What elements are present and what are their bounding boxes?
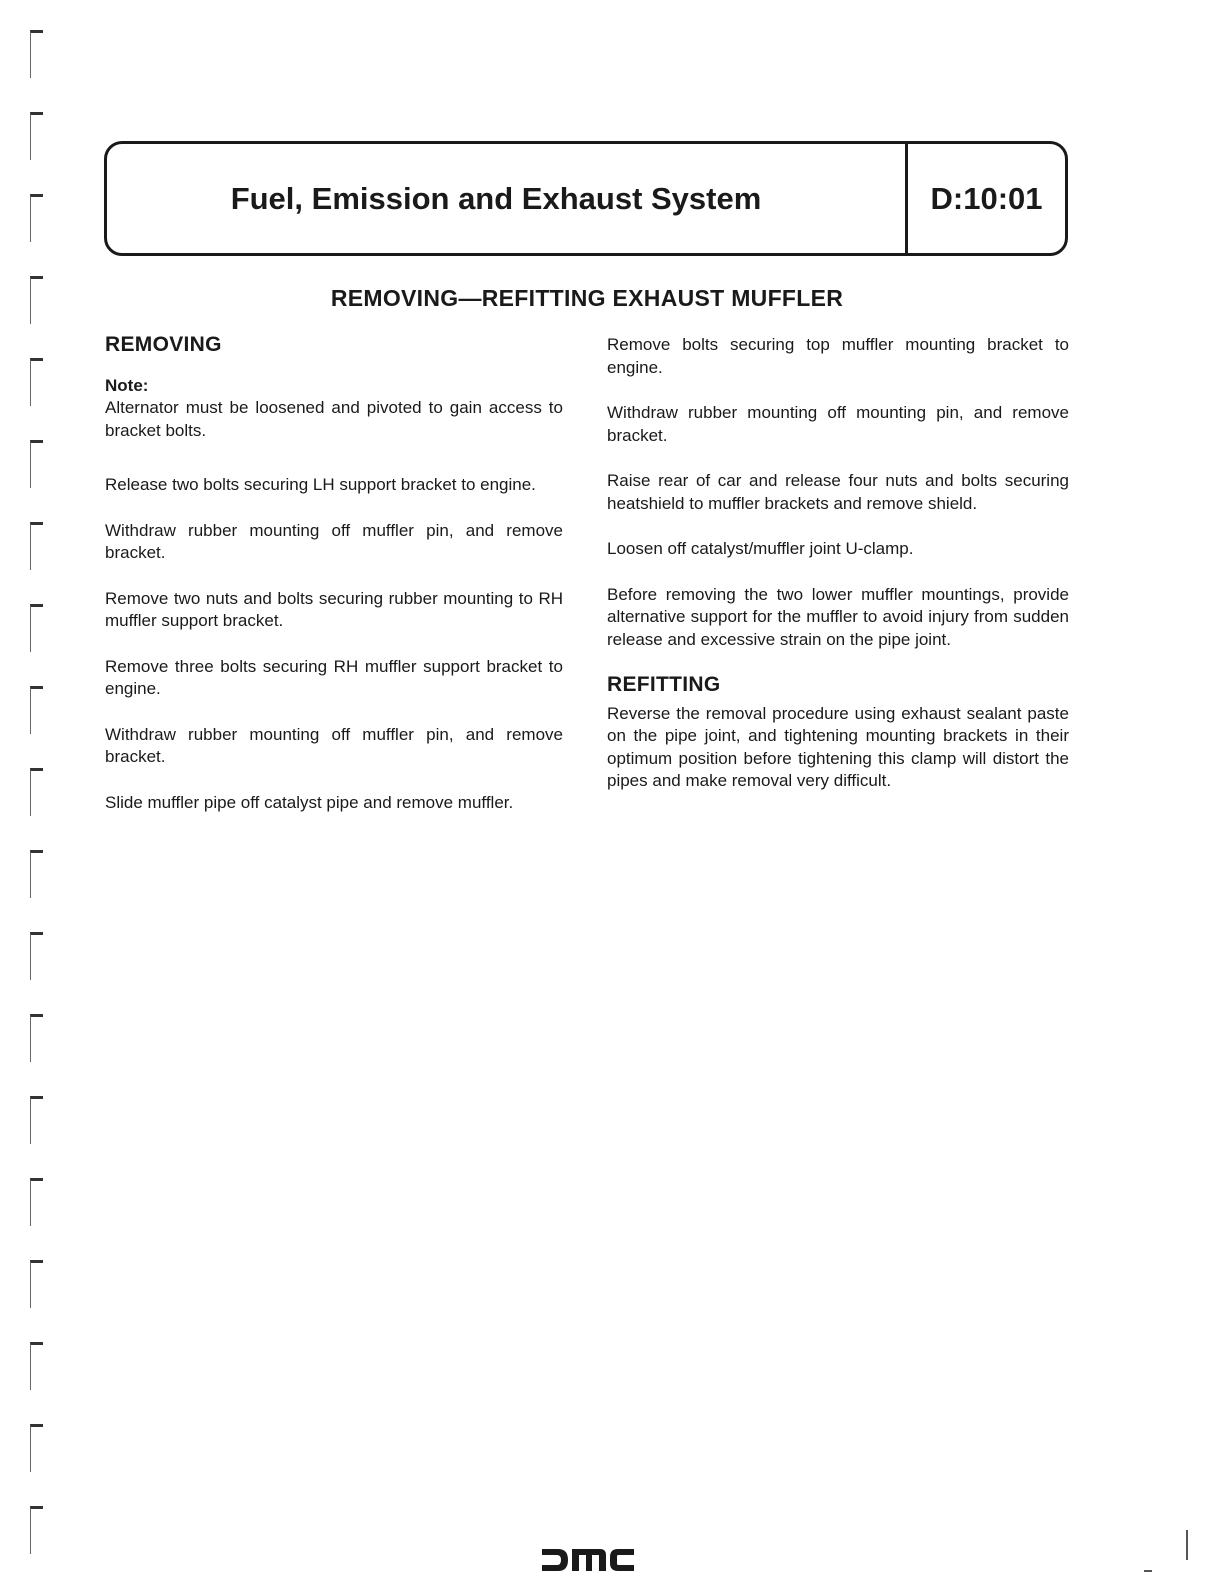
removing-step: Raise rear of car and release four nuts and bolts securing heatshield to muffler brackets and remove shield. xyxy=(607,471,1069,513)
binder-hole-mark xyxy=(30,1178,43,1226)
scan-artifact xyxy=(1144,1570,1152,1572)
section-title: Fuel, Emission and Exhaust System xyxy=(230,180,762,216)
removing-step: Withdraw rubber mounting off muffler pin, and remove bracket. xyxy=(105,724,563,766)
binder-hole-mark xyxy=(30,30,43,78)
removing-step: Remove bolts securing top muffler mounting bracket to engine. xyxy=(607,335,1069,377)
scan-artifact xyxy=(1186,1530,1188,1560)
binder-hole-mark xyxy=(30,850,43,898)
binder-holes xyxy=(30,30,50,1550)
binder-hole-mark xyxy=(30,1424,43,1472)
removing-step: Release two bolts securing LH support bracket to engine. xyxy=(105,475,536,494)
removing-step: Before removing the two lower muffler mountings, provide alternative support for the muffler to avoid injury from sudden release and excessive strain on the pipe joint. xyxy=(607,584,1069,649)
note-text: Alternator must be loosened and pivoted to gain access to bracket bolts. xyxy=(105,398,563,440)
dmc-logo-icon xyxy=(540,1546,636,1574)
binder-hole-mark xyxy=(30,604,43,652)
binder-hole-mark xyxy=(30,112,43,160)
right-column xyxy=(607,334,1069,816)
removing-step: Remove three bolts securing RH muffler support bracket to engine. xyxy=(105,656,563,698)
binder-hole-mark xyxy=(30,194,43,242)
binder-hole-mark xyxy=(30,686,43,734)
removing-step: Withdraw rubber mounting off mounting pin, and remove bracket. xyxy=(607,403,1069,445)
binder-hole-mark xyxy=(30,1014,43,1062)
removing-step: Slide muffler pipe off catalyst pipe and remove muffler. xyxy=(105,792,514,812)
binder-hole-mark xyxy=(30,358,43,406)
section-header xyxy=(104,141,1068,256)
page-title: REMOVING—REFITTING EXHAUST MUFFLER xyxy=(330,285,844,311)
binder-hole-mark xyxy=(30,768,43,816)
binder-hole-mark xyxy=(30,1506,43,1554)
refitting-heading: REFITTING xyxy=(607,673,721,696)
binder-hole-mark xyxy=(30,1342,43,1390)
left-column xyxy=(105,334,563,837)
binder-hole-mark xyxy=(30,522,43,570)
removing-heading: REMOVING xyxy=(105,333,222,356)
removing-step: Withdraw rubber mounting off muffler pin, and remove bracket. xyxy=(105,520,563,562)
note-label: Note: xyxy=(105,375,149,395)
removing-step: Remove two nuts and bolts securing rubber mounting to RH muffler support bracket. xyxy=(105,588,563,630)
binder-hole-mark xyxy=(30,1260,43,1308)
section-code: D:10:01 xyxy=(905,144,1065,253)
refitting-text: Reverse the removal procedure using exhaust sealant paste on the pipe joint, and tightening mounting brackets in their optimum position before tightening this clamp will distort the pipes and make removal very difficult. xyxy=(607,703,1069,790)
binder-hole-mark xyxy=(30,440,43,488)
binder-hole-mark xyxy=(30,932,43,980)
removing-step: Loosen off catalyst/muffler joint U-clamp. xyxy=(607,539,914,558)
binder-hole-mark xyxy=(30,1096,43,1144)
